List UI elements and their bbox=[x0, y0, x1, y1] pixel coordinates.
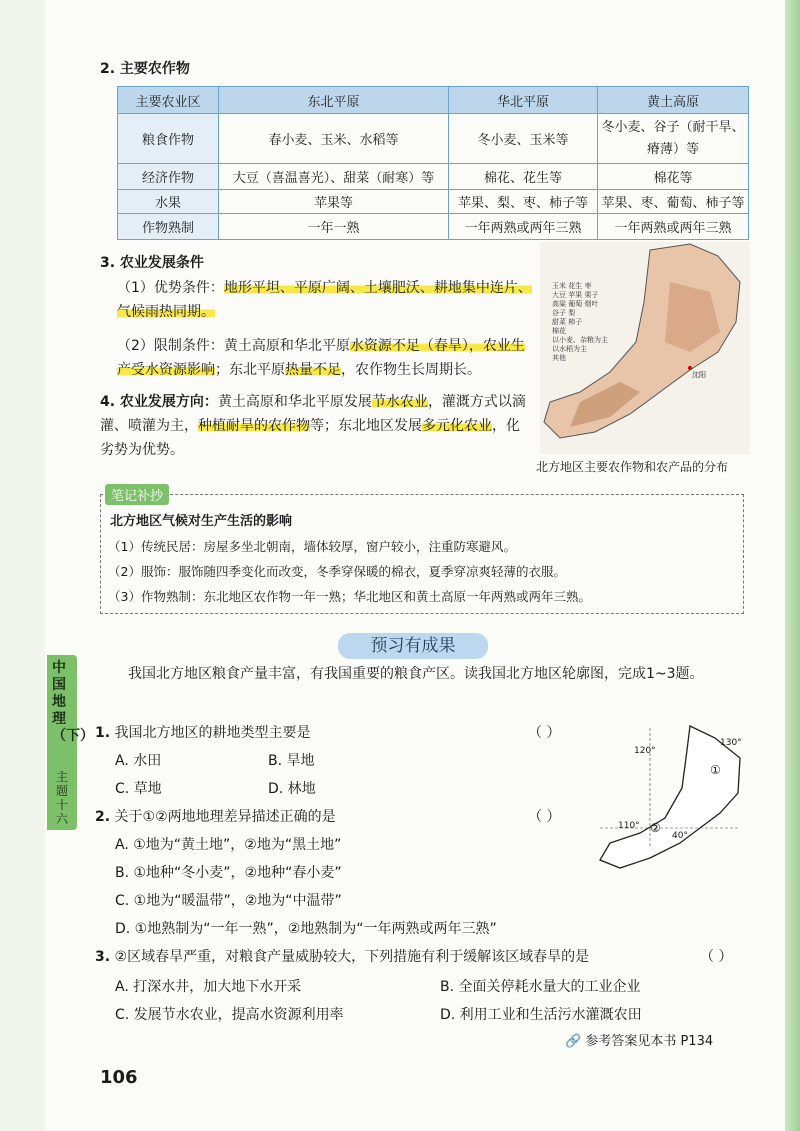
option-d[interactable]: D. ①地熟制为“一年一熟”，②地熟制为“一年两熟或两年三熟” bbox=[115, 921, 497, 937]
row-label: 作物熟制 bbox=[118, 214, 219, 240]
legend-item: 玉米 bbox=[552, 282, 566, 290]
table-row bbox=[118, 114, 749, 164]
legend-item: 棉花 bbox=[552, 327, 566, 335]
notes-tag: 笔记补抄 bbox=[105, 484, 169, 505]
legend-item: 梨 bbox=[568, 309, 576, 317]
option-d[interactable]: D. 林地 bbox=[268, 781, 316, 797]
legend-item: 葡萄 bbox=[568, 300, 583, 308]
development-direction bbox=[100, 390, 532, 462]
side-tab-title: 中国地理（下） bbox=[52, 660, 94, 744]
answer-blank[interactable]: （ ） bbox=[528, 725, 561, 741]
longitude-label: 110° bbox=[618, 821, 640, 831]
question-stem: 关于①②两地地理差异描述正确的是 bbox=[114, 809, 336, 825]
legend-item: 枣 bbox=[584, 282, 592, 290]
table-cell: 一年两熟或两年三熟 bbox=[449, 214, 598, 240]
table-header-row bbox=[118, 87, 749, 114]
notes-line: （1）传统民居：房屋多坐北朝南，墙体较厚，窗户较小，注重防寒避风。 bbox=[108, 539, 516, 554]
direction-text: ，化劣势为优势。 bbox=[100, 418, 520, 458]
advantage-highlight: 地形平坦、平原广阔、土壤肥沃、耕地集中连片、气候雨热同期。 bbox=[117, 280, 532, 320]
direction-highlight: 节水农业 bbox=[371, 394, 428, 410]
direction-text: ，灌溉方式以滴灌、喷灌为主， bbox=[100, 394, 526, 434]
map-caption: 北方地区主要农作物和农产品的分布 bbox=[536, 460, 729, 474]
question-1 bbox=[95, 722, 311, 742]
legend-item: 栗子 bbox=[584, 291, 599, 299]
limit-label: （2）限制条件：黄土高原和华北平原 bbox=[117, 338, 350, 354]
answer-blank[interactable]: （ ） bbox=[528, 809, 561, 825]
page-number: 106 bbox=[100, 1067, 138, 1088]
table-header: 东北平原 bbox=[219, 87, 449, 114]
option-a[interactable]: A. ①地为“黄土地”，②地为“黑土地” bbox=[115, 837, 342, 853]
latitude-label: 40° bbox=[672, 831, 688, 841]
notes-title: 北方地区气候对生产生活的影响 bbox=[110, 514, 293, 529]
table-cell: 棉花、花生等 bbox=[449, 164, 598, 190]
table-header: 黄土高原 bbox=[598, 87, 749, 114]
outline-map bbox=[590, 718, 750, 893]
crop-table bbox=[117, 86, 749, 240]
question-number: 3. bbox=[95, 949, 111, 965]
legend-item: 烟叶 bbox=[584, 300, 599, 308]
table-header: 主要农业区 bbox=[118, 87, 219, 114]
option-a[interactable]: A. 水田 bbox=[115, 753, 162, 769]
legend-item: 柿子 bbox=[568, 318, 583, 326]
longitude-label: 120° bbox=[634, 746, 656, 756]
limit-text: ；东北平原 bbox=[215, 362, 285, 378]
legend-item: 高粱 bbox=[552, 300, 566, 308]
question-stem: 我国北方地区的耕地类型主要是 bbox=[114, 725, 311, 741]
legend-item: 大豆 bbox=[552, 291, 566, 299]
table-cell: 冬小麦、玉米等 bbox=[449, 114, 598, 164]
option-c[interactable]: C. 发展节水农业，提高水资源利用率 bbox=[115, 1007, 344, 1023]
region-1-label: ① bbox=[710, 763, 721, 777]
advantage-label: （1）优势条件： bbox=[117, 280, 224, 296]
limit-highlight-2: 热量不足 bbox=[285, 362, 341, 378]
advantage-conditions bbox=[117, 276, 532, 324]
table-cell: 苹果、枣、葡萄、柿子等 bbox=[598, 190, 749, 214]
option-d[interactable]: D. 利用工业和生活污水灌溉农田 bbox=[440, 1007, 642, 1023]
legend-item: 谷子 bbox=[552, 309, 566, 317]
table-cell: 棉花等 bbox=[598, 164, 749, 190]
direction-highlight: 多元化农业 bbox=[422, 418, 492, 434]
limit-conditions bbox=[117, 334, 532, 382]
table-header: 华北平原 bbox=[449, 87, 598, 114]
table-row bbox=[118, 164, 749, 190]
direction-text: 等；东北地区发展 bbox=[310, 418, 422, 434]
link-icon: 🔗 bbox=[565, 1034, 582, 1049]
option-b[interactable]: B. 全面关停耗水量大的工业企业 bbox=[440, 979, 641, 995]
answer-blank[interactable]: （ ） bbox=[700, 949, 733, 965]
legend-item: 以水稻为主 bbox=[552, 345, 587, 353]
notes-line: （2）服饰：服饰随四季变化而改变，冬季穿保暖的棉衣，夏季穿凉爽轻薄的衣服。 bbox=[108, 564, 566, 579]
intro-text: 我国北方地区粮食产量丰富，有我国重要的粮食产区。读我国北方地区轮廓图，完成1~3题。 bbox=[128, 666, 704, 682]
option-b[interactable]: B. ①地种“冬小麦”，②地种“春小麦” bbox=[115, 865, 342, 881]
table-cell: 冬小麦、谷子（耐干旱、瘠薄）等 bbox=[598, 114, 749, 164]
table-row bbox=[118, 190, 749, 214]
question-number: 2. bbox=[95, 809, 111, 825]
region-2-label: ② bbox=[650, 821, 661, 835]
option-c[interactable]: C. ①地为“暖温带”，②地为“中温带” bbox=[115, 893, 342, 909]
direction-highlight: 种植耐旱的农作物 bbox=[198, 418, 310, 434]
table-cell: 苹果等 bbox=[219, 190, 449, 214]
answer-reference bbox=[565, 1030, 713, 1049]
limit-highlight-1: 水资源不足（春旱），农业生产受水资源影响 bbox=[117, 338, 525, 378]
section-3-title: 3. 农业发展条件 bbox=[100, 255, 204, 271]
row-label: 粮食作物 bbox=[118, 114, 219, 164]
option-c[interactable]: C. 草地 bbox=[115, 781, 162, 797]
legend-item: 苹果 bbox=[568, 291, 583, 299]
row-label: 经济作物 bbox=[118, 164, 219, 190]
question-3 bbox=[95, 946, 589, 966]
longitude-label: 130° bbox=[720, 738, 742, 748]
table-cell: 一年两熟或两年三熟 bbox=[598, 214, 749, 240]
option-b[interactable]: B. 旱地 bbox=[268, 753, 315, 769]
table-cell: 春小麦、玉米、水稻等 bbox=[219, 114, 449, 164]
table-cell: 苹果、梨、枣、柿子等 bbox=[449, 190, 598, 214]
option-a[interactable]: A. 打深水井，加大地下水开采 bbox=[115, 979, 302, 995]
legend-item: 花生 bbox=[568, 282, 583, 290]
direction-text: 黄土高原和华北平原发展 bbox=[217, 394, 372, 410]
section-2-title: 2. 主要农作物 bbox=[100, 61, 190, 77]
side-tab-subtitle: 主题十六 bbox=[56, 770, 69, 826]
city-label: 沈阳 bbox=[692, 371, 706, 379]
page-edge bbox=[785, 0, 800, 1131]
crop-distribution-map bbox=[540, 242, 750, 454]
notes-line: （3）作物熟制：东北地区农作物一年一熟；华北地区和黄土高原一年两熟或两年三熟。 bbox=[108, 589, 591, 604]
legend-item: 甜菜 bbox=[552, 318, 566, 326]
table-row bbox=[118, 214, 749, 240]
limit-text-end: ，农作物生长周期长。 bbox=[341, 362, 481, 378]
question-stem: ②区域春旱严重，对粮食产量威胁较大，下列措施有利于缓解该区域春旱的是 bbox=[114, 949, 590, 965]
outline-shape bbox=[600, 726, 740, 868]
table-cell: 大豆（喜温喜光）、甜菜（耐寒）等 bbox=[219, 164, 449, 190]
question-2 bbox=[95, 806, 336, 826]
legend-item: 以小麦、杂粮为主 bbox=[552, 336, 608, 344]
legend-item: 其他 bbox=[552, 354, 566, 362]
answer-reference-text: 参考答案见本书 P134 bbox=[585, 1034, 714, 1049]
row-label: 水果 bbox=[118, 190, 219, 214]
section-banner: 预习有成果 bbox=[338, 633, 488, 659]
table-cell: 一年一熟 bbox=[219, 214, 449, 240]
question-number: 1. bbox=[95, 725, 111, 741]
map-legend bbox=[552, 282, 620, 363]
section-4-title: 4. 农业发展方向： bbox=[100, 394, 218, 410]
